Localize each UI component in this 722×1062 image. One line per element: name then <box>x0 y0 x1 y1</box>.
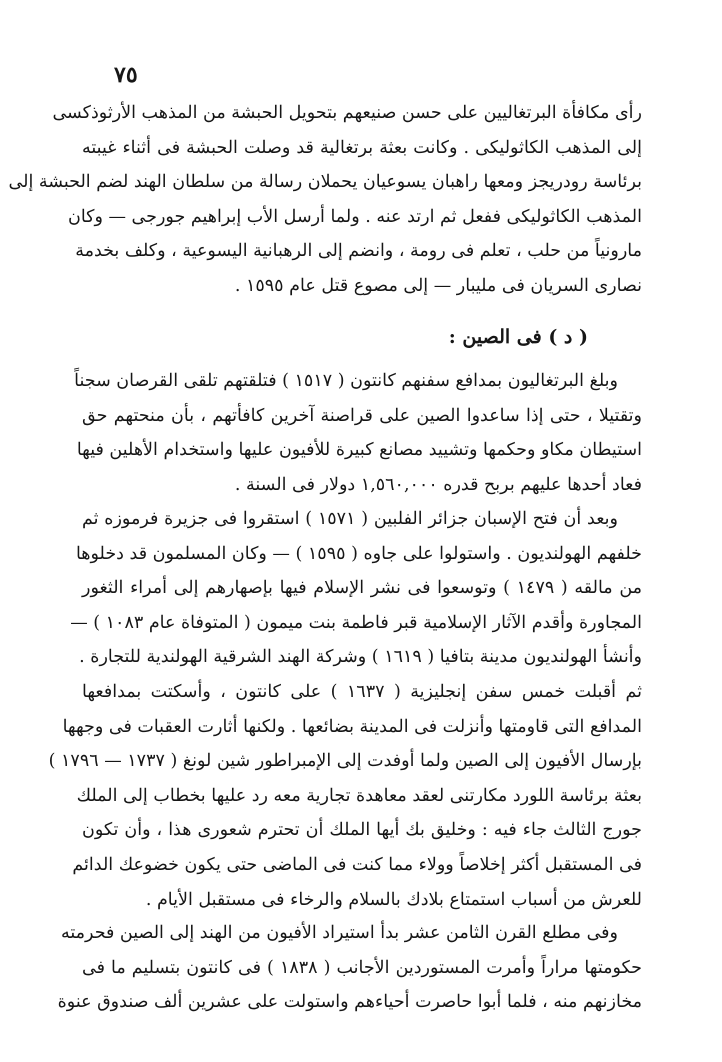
text-line: المدافع التى قاومتها وأنزلت فى المدينة بضائعها . ولكنها أثارت العقبات فى وجهها <box>62 716 642 737</box>
text-line: بإرسال الأفيون إلى الصين ولما أوفدت إلى الإمبراطور شين لونغ ( ١٧٣٧ — ١٧٩٦ ) <box>48 751 642 772</box>
text-line: وأنشأ الهولنديون مدينة بتافيا ( ١٦١٩ ) وشركة الهند الشرقية الهولندية للتجارة . <box>79 647 642 668</box>
section-heading-block <box>82 320 642 355</box>
text-line: المجاورة وأقدم الآثار الإسلامية قبر فاطمة بنت ميمون ( المتوفاة عام ١٠٨٣ ) — <box>70 612 642 633</box>
text-line: حكومتها مراراً وأمرت المستوردين الأجانب ( ١٨٣٨ ) فى كانتون بتسليم ما فى <box>82 957 642 978</box>
text-line: من مالقه ( ١٤٧٩ ) وتوسعوا فى نشر الإسلام فيها بإصهارهم إلى أمراء الثغور <box>82 578 643 599</box>
text-line: وبعد أن فتح الإسبان جزائر الفلبين ( ١٥٧١ ) استقروا فى جزيرة فرموزه ثم <box>82 509 618 529</box>
text-line: فعاد أحدها عليهم بربح قدره ١,٥٦٠,٠٠٠ دولار فى السنة . <box>234 474 642 495</box>
text-line: وبلغ البرتغاليون بمدافع سفنهم كانتون ( ١٥١٧ ) فتلقتهم تلقى القرصان سجناً <box>74 371 618 391</box>
paragraph-4 <box>57 916 642 1020</box>
paragraph-1 <box>8 96 642 304</box>
text-line: المذهب الكاثوليكى ففعل ثم ارتد عنه . ولما أرسل الأب إبراهيم جورجى — وكان <box>67 206 642 227</box>
text-line: إلى المذهب الكاثوليكى . وكانت بعثة برتغالية قد وصلت الحبشة فى أثناء غيبته <box>82 137 642 158</box>
text-line: للعرش من أسباب استمتاع بلادك بالسلام والرخاء فى مستقبل الأيام . <box>145 889 642 910</box>
text-line: وفى مطلع القرن الثامن عشر بدأ استيراد الأفيون من الهند إلى الصين فحرمته <box>61 923 618 943</box>
page-number: ٧٥ <box>114 62 138 88</box>
text-line: رأى مكافأة البرتغاليين على حسن صنيعهم بتحويل الحبشة من المذهب الأرثوذكسى <box>52 103 642 123</box>
text-line: ثم أقبلت خمس سفن إنجليزية ( ١٦٣٧ ) على كانتون ، وأسكتت بمدافعها <box>82 681 642 702</box>
text-line: جورج الثالث جاء فيه : وخليق بك أيها الملك أن تحترم شعورى هذا ، وأن تكون <box>82 820 642 841</box>
paragraph-2 <box>74 364 642 502</box>
text-line: نصارى السريان فى مليبار — إلى مصوع قتل عام ١٥٩٥ . <box>234 275 642 296</box>
text-line: مخازنهم منه ، فلما أبوا حاصرت أحياءهم واستولت على عشرين ألف صندوق عنوة <box>57 992 642 1013</box>
paragraph-3 <box>48 502 643 917</box>
text-line: بعثة برئاسة اللورد مكارتنى لعقد معاهدة تجارية معه رد عليها بخطاب إلى الملك <box>76 785 642 806</box>
text-line: استيطان مكاو وحكمها وتشييد مصانع كبيرة للأفيون عليها واستخدام الأهلين فيها <box>76 440 642 461</box>
section-heading: ( د ) فى الصين : <box>448 326 588 348</box>
text-line: فى المستقبل أكثر إخلاصاً وولاء مما كنت فى الماضى حتى يكون خضوعك الدائم <box>72 854 642 875</box>
text-line: خلفهم الهولنديون . واستولوا على جاوه ( ١٥٩٥ ) — وكان المسلمون قد دخلوها <box>75 543 642 564</box>
text-line: وتقتيلا ، حتى إذا ساعدوا الصين على قراصنة آخرين كافأتهم ، بأن منحتهم حق <box>82 405 642 426</box>
text-line: برئاسة رودريجز ومعها راهبان يسوعيان يحملان رسالة من سلطان الهند لضم الحبشة إلى <box>8 172 642 193</box>
text-line: مارونياً من حلب ، تعلم فى رومة ، وانضم إلى الرهبانية اليسوعية ، وكلف بخدمة <box>75 241 642 262</box>
